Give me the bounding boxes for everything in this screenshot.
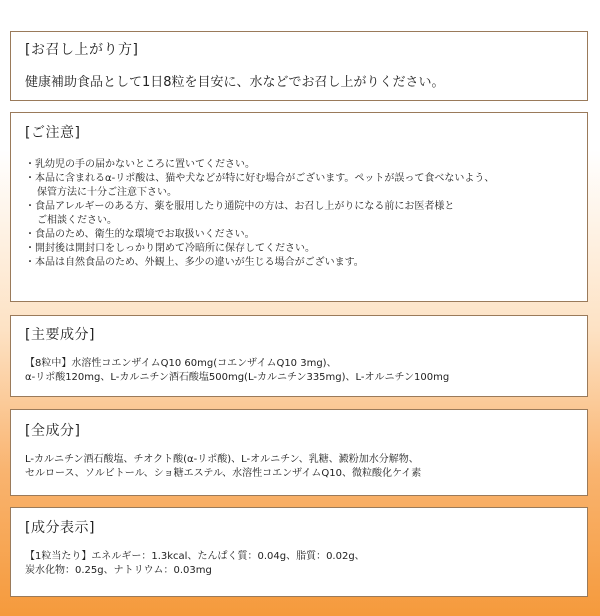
caution-section xyxy=(10,112,588,302)
nutrition-line: 炭水化物：0.25g、ナトリウム：0.03mg xyxy=(25,565,212,576)
caution-item-continuation: ご相談ください。 xyxy=(37,215,117,226)
main-ingredients-line: 【8粒中】水溶性コエンザイムQ10 60mg(コエンザイムQ10 3mg)、 xyxy=(25,358,337,369)
caution-title: [ご注意] xyxy=(25,125,81,141)
usage-section xyxy=(10,31,588,101)
caution-item: ・食品アレルギーのある方、薬を服用したり通院中の方は、お召し上がりになる前にお医者様と xyxy=(25,201,455,212)
caution-item: ・乳幼児の手の届かないところに置いてください。 xyxy=(25,159,255,170)
main-ingredients-section xyxy=(10,315,588,397)
all-ingredients-line: セルロース、ソルビトール、ショ糖エステル、水溶性コエンザイムQ10、微粒酸化ケイ素 xyxy=(25,468,422,479)
caution-item: ・本品に含まれるα-リポ酸は、猫や犬などが特に好む場合がございます。ペットが誤って食べないよう、 xyxy=(25,173,495,184)
usage-text: 健康補助食品として1日8粒を目安に、水などでお召し上がりください。 xyxy=(25,75,445,90)
all-ingredients-line: L-カルニチン酒石酸塩、チオクト酸(α-リポ酸)、L-オルニチン、乳糖、澱粉加水分解物、 xyxy=(25,454,419,465)
nutrition-line: 【1粒当たり】エネルギー：1.3kcal、たんぱく質：0.04g、脂質：0.02g、 xyxy=(25,551,365,562)
nutrition-text xyxy=(25,550,573,578)
caution-item: ・食品のため、衛生的な環境でお取扱いください。 xyxy=(25,229,255,240)
main-ingredients-text xyxy=(25,357,573,385)
nutrition-title: [成分表示] xyxy=(25,520,95,536)
all-ingredients-section xyxy=(10,409,588,496)
caution-list xyxy=(25,158,573,270)
caution-item-continuation: 保管方法に十分ご注意下さい。 xyxy=(37,187,177,198)
caution-item: ・本品は自然食品のため、外観上、多少の違いが生じる場合がございます。 xyxy=(25,257,364,268)
usage-title: [お召し上がり方] xyxy=(25,42,139,58)
main-ingredients-title: [主要成分] xyxy=(25,327,95,343)
caution-item: ・開封後は開封口をしっかり閉めて冷暗所に保存してください。 xyxy=(25,243,315,254)
all-ingredients-text xyxy=(25,453,573,481)
nutrition-section xyxy=(10,507,588,597)
main-ingredients-line: α-リポ酸120mg、L-カルニチン酒石酸塩500mg(L-カルニチン335mg)、L-オルニチン100mg xyxy=(25,372,450,383)
all-ingredients-title: [全成分] xyxy=(25,423,81,439)
